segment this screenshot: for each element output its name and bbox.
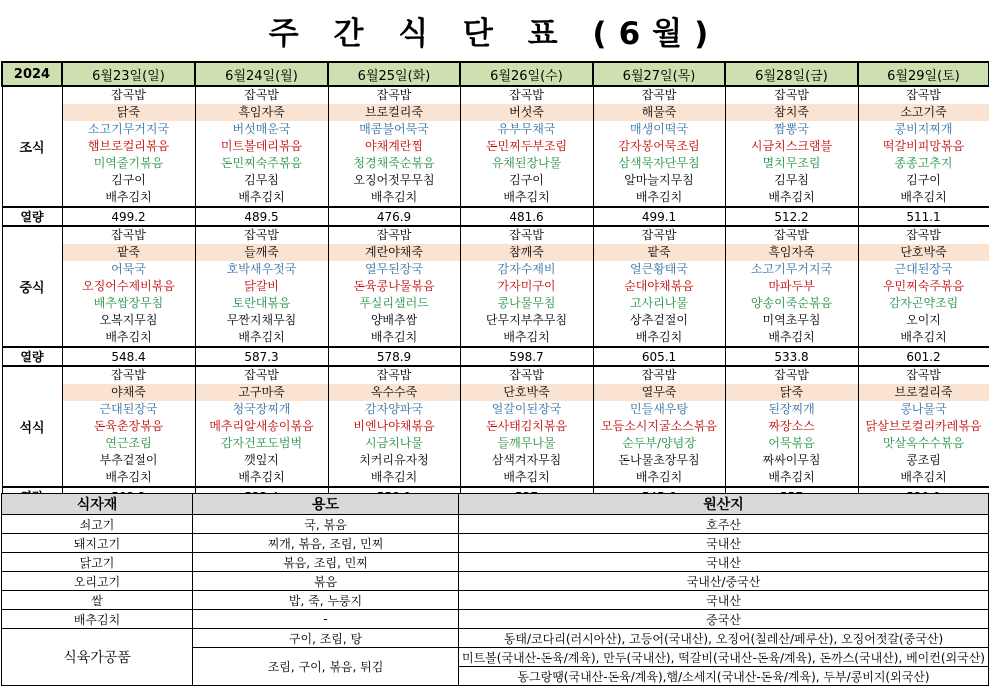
menu-item: 팥죽 xyxy=(63,244,195,261)
menu-item: 들깨죽 xyxy=(196,244,328,261)
menu-item: 배추김치 xyxy=(900,330,947,344)
origin-use: - xyxy=(193,610,459,629)
menu-item: 단무지부추무침 xyxy=(485,313,568,327)
menu-item: 버섯매운국 xyxy=(232,122,291,136)
menu-item: 배추김치 xyxy=(238,470,285,484)
menu-cell xyxy=(62,366,195,487)
menu-item: 돈육춘장볶음 xyxy=(93,419,164,433)
menu-item: 잡곡밥 xyxy=(509,368,544,382)
kcal-value: 481.6 xyxy=(460,207,593,226)
menu-item: 청국장찌개 xyxy=(232,402,291,416)
kcal-value: 587.3 xyxy=(195,347,328,366)
menu-item: 배추김치 xyxy=(238,330,285,344)
menu-item: 호박새우젓국 xyxy=(226,262,297,276)
kcal-value: 598.7 xyxy=(460,347,593,366)
origin-item: 쌀 xyxy=(2,591,193,610)
menu-item: 어묵볶음 xyxy=(768,436,815,450)
origin-row xyxy=(2,553,989,572)
header-row xyxy=(2,62,989,86)
menu-cell xyxy=(725,86,858,207)
menu-item: 버섯죽 xyxy=(461,104,593,121)
menu-cell xyxy=(460,366,593,487)
kcal-value: 578.9 xyxy=(328,347,460,366)
page-title: 주 간 식 단 표 (6월) xyxy=(268,15,721,52)
menu-item: 깻잎지 xyxy=(244,453,279,467)
menu-item: 양배추쌈 xyxy=(370,313,418,327)
menu-item: 야채계란찜 xyxy=(365,139,423,153)
meal-label: 중식 xyxy=(2,226,62,347)
origin-row xyxy=(2,591,989,610)
menu-item: 돈민찌두부조림 xyxy=(485,139,568,153)
menu-item: 소고기죽 xyxy=(859,104,989,121)
origin-use: 볶음 xyxy=(193,572,459,591)
menu-item: 순대야채볶음 xyxy=(624,279,694,293)
menu-item: 잡곡밥 xyxy=(509,228,544,242)
menu-item: 오복지무침 xyxy=(99,313,158,327)
origin-header: 원산지 xyxy=(459,494,989,515)
origin-item: 돼지고기 xyxy=(2,534,193,553)
menu-item: 팥죽 xyxy=(594,244,725,261)
origin-header: 용도 xyxy=(193,494,459,515)
menu-item: 미역줄기볶음 xyxy=(93,156,164,170)
menu-item: 잡곡밥 xyxy=(244,228,279,242)
menu-item: 고구마죽 xyxy=(196,384,328,401)
origin-row xyxy=(2,572,989,591)
kcal-row xyxy=(2,347,989,366)
menu-item: 배추김치 xyxy=(635,330,683,344)
menu-item: 닭살브로컬리카레볶음 xyxy=(865,419,982,433)
kcal-value: 533.8 xyxy=(725,347,858,366)
menu-item: 잡곡밥 xyxy=(111,228,146,242)
menu-cell xyxy=(725,226,858,347)
menu-item: 유부무채국 xyxy=(497,122,556,136)
menu-item: 해물죽 xyxy=(594,104,725,121)
menu-cell xyxy=(858,366,989,487)
menu-item: 소고기무거지국 xyxy=(87,122,170,136)
menu-item: 참치죽 xyxy=(726,104,858,121)
menu-item: 알마늘지무침 xyxy=(624,173,694,187)
menu-item: 잡곡밥 xyxy=(774,228,809,242)
origin-row xyxy=(2,629,989,648)
origin-country: 국내산 xyxy=(459,591,989,610)
meal-label: 석식 xyxy=(2,366,62,487)
menu-item: 배추김치 xyxy=(900,470,947,484)
menu-cell xyxy=(858,226,989,347)
day-header: 6월23일(일) xyxy=(62,62,195,86)
origin-header-row xyxy=(2,494,989,515)
menu-item: 콩비지찌개 xyxy=(894,122,953,136)
menu-item: 배추김치 xyxy=(635,190,683,204)
origin-row xyxy=(2,515,989,534)
menu-item: 민들새우탕 xyxy=(630,402,688,416)
menu-item: 들깨무나물 xyxy=(497,436,556,450)
menu-item: 배추김치 xyxy=(105,330,152,344)
menu-item: 시금치나물 xyxy=(365,436,423,450)
menu-cell xyxy=(62,226,195,347)
menu-cell xyxy=(593,366,725,487)
menu-item: 감자수제비 xyxy=(497,262,556,276)
menu-item: 유채된장나물 xyxy=(491,156,562,170)
menu-item: 메추리알새송이볶음 xyxy=(209,419,314,433)
menu-item: 순두부/양념장 xyxy=(622,436,696,450)
menu-item: 종종고추지 xyxy=(894,156,953,170)
menu-item: 돈민찌숙주볶음 xyxy=(220,156,303,170)
menu-item: 배추김치 xyxy=(900,190,947,204)
origin-header: 식자재 xyxy=(2,494,193,515)
menu-item: 잡곡밥 xyxy=(376,368,412,382)
menu-item: 감자곤약조림 xyxy=(888,296,959,310)
menu-item: 매콤불어묵국 xyxy=(359,122,429,136)
menu-item: 우민찌숙주볶음 xyxy=(882,279,965,293)
menu-item: 잡곡밥 xyxy=(111,368,146,382)
origin-item: 식육가공품 xyxy=(2,629,193,686)
kcal-value: 548.4 xyxy=(62,347,195,366)
menu-item: 치커리유자청 xyxy=(359,453,429,467)
day-header: 6월26일(수) xyxy=(460,62,593,86)
origin-table xyxy=(1,493,989,686)
menu-item: 떡갈비피망볶음 xyxy=(882,139,965,153)
menu-item: 연근조림 xyxy=(105,436,152,450)
menu-item: 김무침 xyxy=(774,173,809,187)
menu-item: 짬뽕국 xyxy=(774,122,809,136)
menu-item: 배추김치 xyxy=(370,330,418,344)
menu-item: 잡곡밥 xyxy=(774,88,809,102)
menu-item: 배추김치 xyxy=(635,470,683,484)
origin-item: 오리고기 xyxy=(2,572,193,591)
menu-cell xyxy=(328,226,460,347)
menu-item: 잡곡밥 xyxy=(774,368,809,382)
menu-item: 무짠지채무침 xyxy=(226,313,297,327)
menu-cell xyxy=(460,226,593,347)
origin-use: 구이, 조림, 탕 xyxy=(193,629,459,648)
day-header: 6월29일(토) xyxy=(858,62,989,86)
origin-country: 호주산 xyxy=(459,515,989,534)
menu-item: 브로컬리죽 xyxy=(859,384,989,401)
menu-item: 삼색묵자단무침 xyxy=(618,156,700,170)
menu-item: 배추김치 xyxy=(238,190,285,204)
menu-item: 맛살옥수수볶음 xyxy=(882,436,965,450)
menu-cell xyxy=(858,86,989,207)
menu-item: 돈나물초장무침 xyxy=(618,453,700,467)
menu-item: 토란대볶음 xyxy=(232,296,291,310)
origin-country: 동태/코다리(러시아산), 고등어(국내산), 오징어(칠레산/페루산), 오징어젓갈(중국산) xyxy=(459,629,989,648)
menu-item: 흑임자죽 xyxy=(726,244,858,261)
menu-item: 잡곡밥 xyxy=(906,228,941,242)
origin-use: 조림, 구이, 볶음, 튀김 xyxy=(193,648,459,686)
kcal-value: 601.2 xyxy=(858,347,989,366)
menu-item: 상추겉절이 xyxy=(630,313,688,327)
menu-item: 참깨죽 xyxy=(461,244,593,261)
origin-country: 동그랑땡(국내산-돈육/계육),햄/소세지(국내산-돈육/계육), 두부/콩비지(외국산) xyxy=(459,667,989,686)
menu-item: 열무된장국 xyxy=(365,262,423,276)
menu-item: 근대된장국 xyxy=(99,402,158,416)
kcal-value: 489.5 xyxy=(195,207,328,226)
menu-item: 양송이죽순볶음 xyxy=(750,296,833,310)
menu-cell xyxy=(328,366,460,487)
year-cell: 2024 xyxy=(2,62,62,86)
day-header: 6월27일(목) xyxy=(593,62,725,86)
menu-cell xyxy=(62,86,195,207)
menu-item: 배추김치 xyxy=(768,330,815,344)
menu-item: 비엔나야채볶음 xyxy=(353,419,435,433)
menu-item: 소고기무거지국 xyxy=(750,262,833,276)
menu-item: 야채죽 xyxy=(63,384,195,401)
menu-item: 삼색겨자무침 xyxy=(491,453,562,467)
origin-row xyxy=(2,534,989,553)
menu-item: 부추겉절이 xyxy=(99,453,158,467)
menu-item: 청경채죽순볶음 xyxy=(353,156,435,170)
menu-item: 잡곡밥 xyxy=(906,88,941,102)
menu-cell xyxy=(725,366,858,487)
menu-item: 열무죽 xyxy=(594,384,725,401)
menu-item: 배추김치 xyxy=(768,190,815,204)
menu-cell xyxy=(195,366,328,487)
menu-item: 잡곡밥 xyxy=(641,228,677,242)
menu-item: 잡곡밥 xyxy=(244,368,279,382)
menu-cell xyxy=(593,86,725,207)
menu-item: 짜싸이무침 xyxy=(762,453,821,467)
origin-country: 중국산 xyxy=(459,610,989,629)
menu-item: 감자양파국 xyxy=(365,402,423,416)
meal-row xyxy=(2,366,989,487)
menu-item: 멸치무조림 xyxy=(762,156,821,170)
origin-row xyxy=(2,610,989,629)
meal-label: 조식 xyxy=(2,86,62,207)
origin-item: 쇠고기 xyxy=(2,515,193,534)
menu-item: 잡곡밥 xyxy=(376,88,412,102)
menu-item: 김구이 xyxy=(509,173,544,187)
day-header: 6월28일(금) xyxy=(725,62,858,86)
menu-item: 닭죽 xyxy=(726,384,858,401)
menu-item: 배추김치 xyxy=(370,190,418,204)
origin-country: 국내산 xyxy=(459,553,989,572)
menu-item: 얼큰황태국 xyxy=(630,262,688,276)
kcal-label: 열량 xyxy=(2,207,62,226)
menu-item: 배추김치 xyxy=(503,190,550,204)
menu-item: 마파두부 xyxy=(768,279,815,293)
menu-item: 잡곡밥 xyxy=(376,228,412,242)
menu-item: 김구이 xyxy=(111,173,146,187)
menu-item: 잡곡밥 xyxy=(509,88,544,102)
menu-item: 돈육콩나물볶음 xyxy=(353,279,435,293)
menu-table xyxy=(1,61,989,507)
menu-item: 매생이떡국 xyxy=(630,122,688,136)
menu-item: 푸실리샐러드 xyxy=(359,296,429,310)
menu-item: 잡곡밥 xyxy=(244,88,279,102)
meal-row xyxy=(2,86,989,207)
menu-item: 배추쌈장무침 xyxy=(93,296,164,310)
menu-item: 배추김치 xyxy=(105,470,152,484)
menu-item: 오징어수제비볶음 xyxy=(82,279,175,293)
menu-item: 단호박죽 xyxy=(859,244,989,261)
kcal-value: 499.1 xyxy=(593,207,725,226)
menu-item: 배추김치 xyxy=(105,190,152,204)
menu-item: 콩나물무침 xyxy=(497,296,556,310)
menu-item: 닭죽 xyxy=(63,104,195,121)
menu-item: 고사리나물 xyxy=(630,296,688,310)
kcal-value: 512.2 xyxy=(725,207,858,226)
day-header: 6월25일(화) xyxy=(328,62,460,86)
menu-item: 잡곡밥 xyxy=(641,368,677,382)
menu-item: 감자건포도범벅 xyxy=(220,436,303,450)
menu-item: 잡곡밥 xyxy=(641,88,677,102)
menu-item: 흑임자죽 xyxy=(196,104,328,121)
menu-cell xyxy=(460,86,593,207)
menu-item: 돈사태김치볶음 xyxy=(485,419,568,433)
menu-item: 잡곡밥 xyxy=(111,88,146,102)
origin-item: 닭고기 xyxy=(2,553,193,572)
kcal-row xyxy=(2,207,989,226)
menu-item: 감자봉어묵조림 xyxy=(618,139,700,153)
origin-country: 국내산 xyxy=(459,534,989,553)
menu-item: 계란야채죽 xyxy=(329,244,460,261)
menu-item: 오이지 xyxy=(906,313,941,327)
origin-use: 국, 볶음 xyxy=(193,515,459,534)
day-header: 6월24일(월) xyxy=(195,62,328,86)
menu-cell xyxy=(328,86,460,207)
menu-item: 콩조림 xyxy=(906,453,941,467)
menu-item: 김구이 xyxy=(906,173,941,187)
origin-country: 미트볼(국내산-돈육/계육), 만두(국내산), 떡갈비(국내산-돈육/계육), 돈까스(국내산), 베이컨(외국산) xyxy=(459,648,989,667)
menu-item: 짜장소스 xyxy=(768,419,815,433)
menu-item: 배추김치 xyxy=(370,470,418,484)
menu-cell xyxy=(593,226,725,347)
menu-item: 배추김치 xyxy=(503,330,550,344)
origin-use: 찌개, 볶음, 조림, 민찌 xyxy=(193,534,459,553)
menu-cell xyxy=(195,226,328,347)
menu-item: 배추김치 xyxy=(503,470,550,484)
menu-item: 잡곡밥 xyxy=(906,368,941,382)
kcal-value: 476.9 xyxy=(328,207,460,226)
menu-item: 미트볼데리볶음 xyxy=(220,139,303,153)
menu-item: 모듬소시지굴소스볶음 xyxy=(601,419,717,433)
kcal-value: 499.2 xyxy=(62,207,195,226)
menu-cell xyxy=(195,86,328,207)
menu-item: 콩나물국 xyxy=(900,402,947,416)
meal-row xyxy=(2,226,989,347)
kcal-value: 605.1 xyxy=(593,347,725,366)
origin-use: 밥, 죽, 누룽지 xyxy=(193,591,459,610)
kcal-label: 열량 xyxy=(2,347,62,366)
menu-item: 햄브로컬리볶음 xyxy=(87,139,170,153)
menu-item: 근대된장국 xyxy=(894,262,953,276)
menu-item: 어묵국 xyxy=(111,262,146,276)
kcal-value: 511.1 xyxy=(858,207,989,226)
menu-item: 가자미구이 xyxy=(497,279,556,293)
menu-item: 된장찌개 xyxy=(768,402,815,416)
menu-item: 배추김치 xyxy=(768,470,815,484)
menu-item: 닭갈비 xyxy=(244,279,279,293)
menu-item: 김무침 xyxy=(244,173,279,187)
menu-item: 옥수수죽 xyxy=(329,384,460,401)
origin-country: 국내산/중국산 xyxy=(459,572,989,591)
origin-item: 배추김치 xyxy=(2,610,193,629)
menu-item: 오징어젓무무침 xyxy=(353,173,435,187)
menu-item: 시금치스크램블 xyxy=(750,139,833,153)
origin-use: 볶음, 조림, 민찌 xyxy=(193,553,459,572)
menu-item: 얼갈이된장국 xyxy=(491,402,562,416)
menu-item: 브로컬리죽 xyxy=(329,104,460,121)
menu-item: 단호박죽 xyxy=(461,384,593,401)
menu-item: 미역초무침 xyxy=(762,313,821,327)
